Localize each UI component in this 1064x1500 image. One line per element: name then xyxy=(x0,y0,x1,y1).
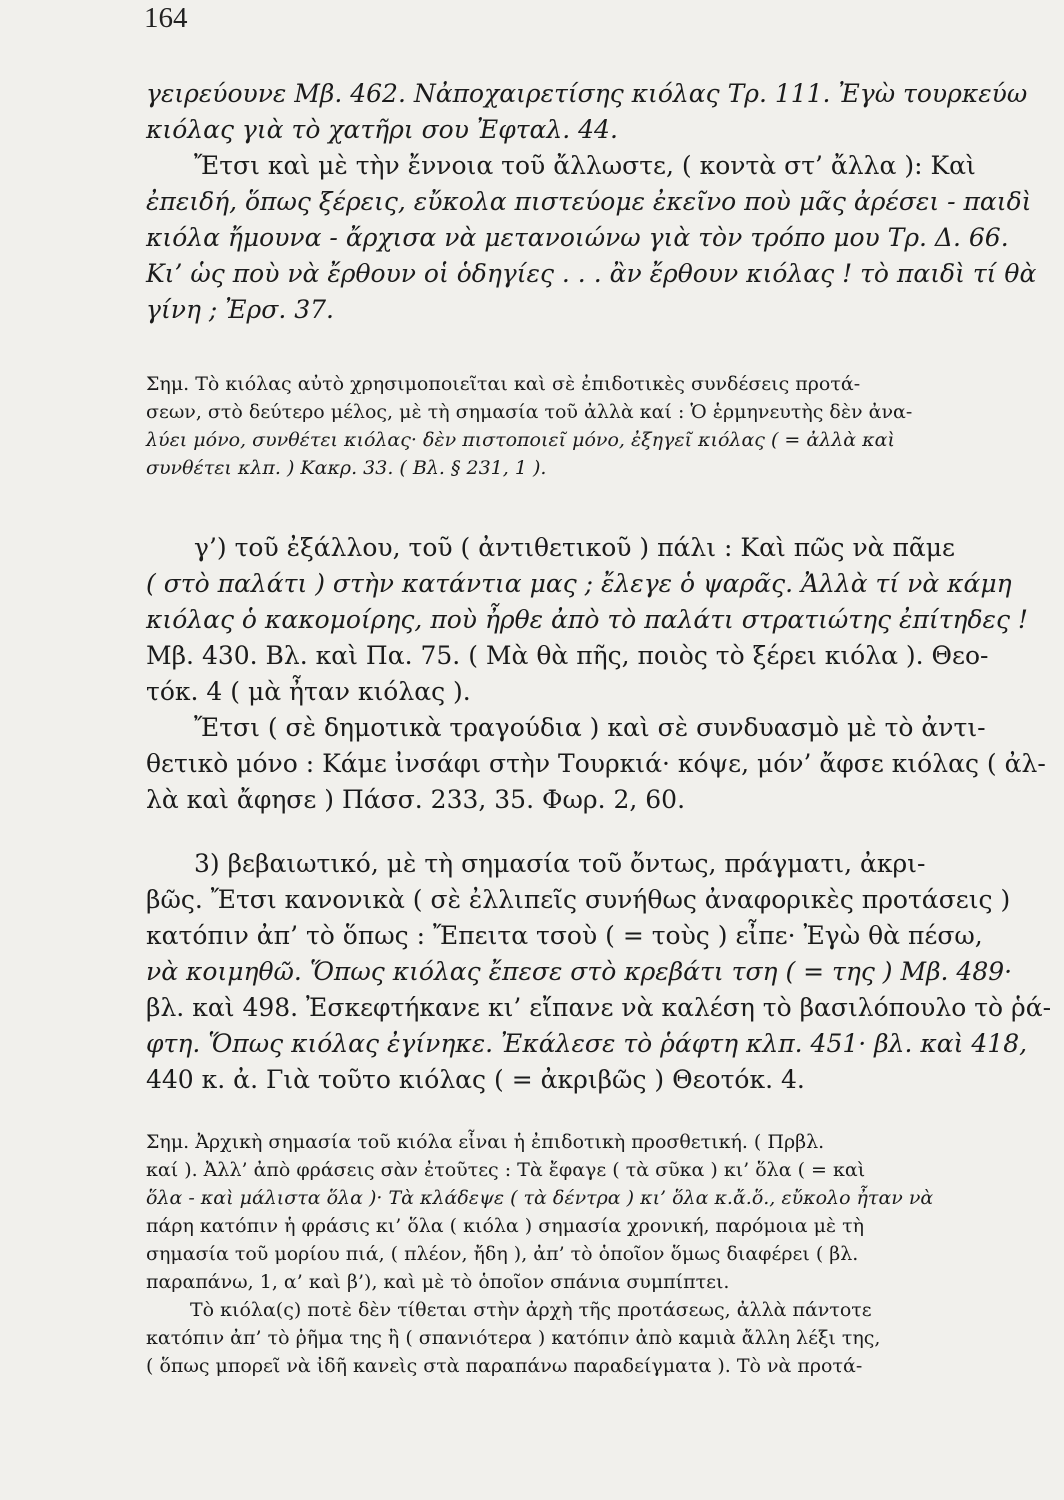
text-line: γίνη ; Ἐρσ. 37. xyxy=(146,295,334,324)
note-line: ὅλα - καὶ μάλιστα ὅλα )· Τὰ κλάδεψε ( τὰ δέντρα ) κι’ ὅλα κ.ἄ.ὅ., εὔκολο ἦταν νὰ xyxy=(146,1187,934,1209)
text-line: κιόλα ἤμουνα - ἄρχισα νὰ μετανοιώνω γιὰ τὸν τρόπο μου Τρ. Δ. 66. xyxy=(146,223,1009,252)
text-line: Κι’ ὡς ποὺ νὰ ἔρθουν οἱ ὁδηγίες . . . ἂν ἔρθουν κιόλας ! τὸ παιδὶ τί θὰ xyxy=(146,259,1037,288)
note-line: συνθέτει κλπ. ) Κακρ. 33. ( Βλ. § 231, 1 ). xyxy=(146,457,547,479)
note-line: πάρη κατόπιν ἡ φράσις κι’ ὅλα ( κιόλα ) σημασία χρονική, παρόμοια μὲ τὴ xyxy=(146,1215,865,1237)
note-line: κατόπιν ἀπ’ τὸ ῥῆμα της ἢ ( σπανιότερα ) κατόπιν ἀπὸ καμιὰ ἄλλη λέξι της, xyxy=(146,1327,881,1349)
text-line: 440 κ. ἀ. Γιὰ τοῦτο κιόλας ( = ἀκριβῶς ) Θεοτόκ. 4. xyxy=(146,1065,805,1094)
text-line: νὰ κοιμηθῶ. Ὅπως κιόλας ἔπεσε στὸ κρεβάτι τση ( = της ) Μβ. 489· xyxy=(146,957,1013,986)
text-line: Ἔτσι καὶ μὲ τὴν ἔννοια τοῦ ἄλλωστε, ( κοντὰ στ’ ἄλλα ): Καὶ xyxy=(194,151,976,180)
note-line: Σημ. Τὸ κιόλας αὐτὸ χρησιμοποιεῖται καὶ σὲ ἐπιδοτικὲς συνδέσεις προτά- xyxy=(146,373,861,395)
text-line: τόκ. 4 ( μὰ ἦταν κιόλας ). xyxy=(146,677,471,706)
text-line: βλ. καὶ 498. Ἐσκεφτήκανε κι’ εἴπανε νὰ καλέση τὸ βασιλόπουλο τὸ ῥά- xyxy=(146,993,1052,1022)
text-line: ἐπειδή, ὅπως ξέρεις, εὔκολα πιστεύομε ἐκεῖνο ποὺ μᾶς ἀρέσει - παιδὶ xyxy=(146,187,1032,216)
paragraph-3 xyxy=(146,846,1052,1098)
note-1 xyxy=(146,370,1036,482)
note-line: καί ). Ἀλλ’ ἀπὸ φράσεις σὰν ἐτοῦτες : Τὰ ἔφαγε ( τὰ σῦκα ) κι’ ὅλα ( = καὶ xyxy=(146,1159,866,1181)
note-line: Τὸ κιόλα(ς) ποτὲ δὲν τίθεται στὴν ἀρχὴ τῆς προτάσεως, ἀλλὰ πάντοτε xyxy=(190,1299,872,1321)
paragraph-2 xyxy=(146,530,1046,818)
note-line: σημασία τοῦ μορίου πιά, ( πλέον, ἤδη ), ἀπ’ τὸ ὁποῖον ὅμως διαφέρει ( βλ. xyxy=(146,1243,859,1265)
text-line: φτη. Ὅπως κιόλας ἐγίνηκε. Ἐκάλεσε τὸ ῥάφτη κλπ. 451· βλ. καὶ 418, xyxy=(146,1029,1028,1058)
text-line: κατόπιν ἀπ’ τὸ ὅπως : Ἔπειτα τσοὺ ( = τοὺς ) εἶπε· Ἐγὼ θὰ πέσω, xyxy=(146,921,983,950)
text-line: Μβ. 430. Βλ. καὶ Πα. 75. ( Μὰ θὰ πῆς, ποιὸς τὸ ξέρει κιόλα ). Θεο- xyxy=(146,641,989,670)
text-line: κιόλας γιὰ τὸ χατῆρι σου Ἐφταλ. 44. xyxy=(146,115,618,144)
text-line: Ἔτσι ( σὲ δημοτικὰ τραγούδια ) καὶ σὲ συνδυασμὸ μὲ τὸ ἀντι- xyxy=(194,713,986,742)
text-line: θετικὸ μόνο : Κάμε ἰνσάφι στὴν Τουρκιά· κόψε, μόν’ ἄφσε κιόλας ( ἀλ- xyxy=(146,749,1046,778)
note-line: ( ὅπως μπορεῖ νὰ ἰδῆ κανεὶς στὰ παραπάνω παραδείγματα ). Τὸ νὰ προτά- xyxy=(146,1355,863,1377)
note-line: παραπάνω, 1, α’ καὶ β’), καὶ μὲ τὸ ὁποῖον σπάνια συμπίπτει. xyxy=(146,1271,730,1293)
note-line: σεων, στὸ δεύτερο μέλος, μὲ τὴ σημασία τοῦ ἀλλὰ καί : Ὁ ἑρμηνευτὴς δὲν ἀνα- xyxy=(146,401,913,423)
text-line: βῶς. Ἔτσι κανονικὰ ( σὲ ἐλλιπεῖς συνήθως ἀναφορικὲς προτάσεις ) xyxy=(146,885,1011,914)
text-line: κιόλας ὁ κακομοίρης, ποὺ ἦρθε ἀπὸ τὸ παλάτι στρατιώτης ἐπίτηδες ! xyxy=(146,605,1028,634)
note-line: Σημ. Ἀρχικὴ σημασία τοῦ κιόλα εἶναι ἡ ἐπιδοτικὴ προσθετική. ( Πρβλ. xyxy=(146,1131,825,1153)
paragraph-1 xyxy=(146,76,1036,328)
text-line: λὰ καὶ ἄφησε ) Πάσσ. 233, 35. Φωρ. 2, 60. xyxy=(146,785,686,814)
text-line: 3) βεβαιωτικό, μὲ τὴ σημασία τοῦ ὄντως, πράγματι, ἀκρι- xyxy=(194,849,926,878)
text-line: ( στὸ παλάτι ) στὴν κατάντια μας ; ἔλεγε ὁ ψαρᾶς. Ἀλλὰ τί νὰ κάμη xyxy=(146,569,1012,598)
note-line: λύει μόνο, συνθέτει κιόλας· δὲν πιστοποιεῖ μόνο, ἐξηγεῖ κιόλας ( = ἀλλὰ καὶ xyxy=(146,429,895,451)
text-line: γ’) τοῦ ἐξάλλου, τοῦ ( ἀντιθετικοῦ ) πάλι : Καὶ πῶς νὰ πᾶμε xyxy=(194,533,955,562)
text-line: γειρεύουνε Μβ. 462. Νἀποχαιρετίσης κιόλας Τρ. 111. Ἐγὼ τουρκεύω xyxy=(146,79,1028,108)
page-number: 164 xyxy=(144,2,188,34)
note-2 xyxy=(146,1128,1036,1380)
